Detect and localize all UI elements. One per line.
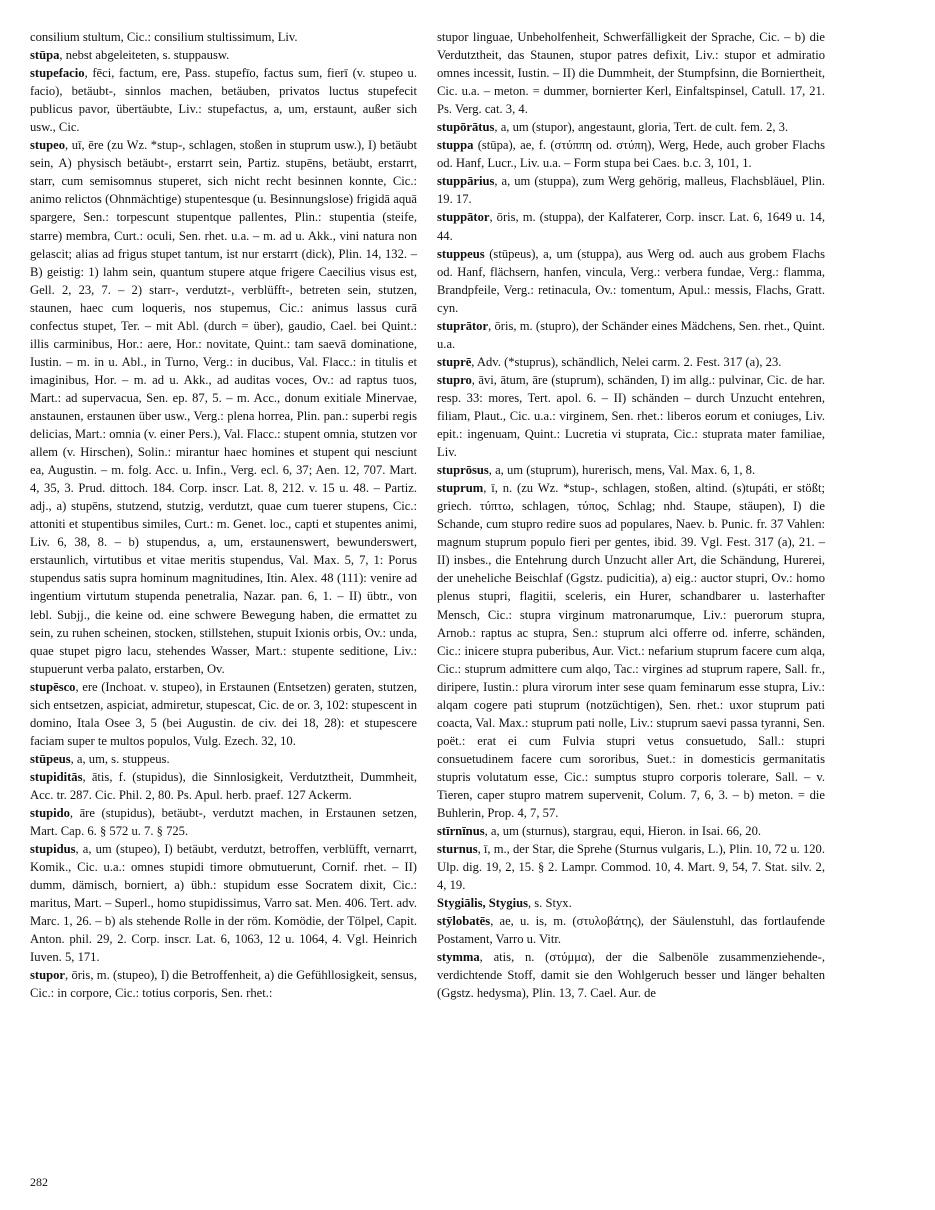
entry-text: , ī, n. (zu Wz. *stup-, schlagen, stoßen, altind. (s)tupáti, er stößt; griech. τύπτω, schlagen, τύπος, Schlag; nhd. Staupe, stäupen), I) die Schande, cum stupro redire suos ad populares, Naev. b. Punic. fr. 37 Vahlen: magnum stuprum populo fieri per gentes, ibid. 39. Vgl. Fest. 317 (a), 21. – II) insbes., die Entehrung durch Unzucht aller Art, die Schändung, Hurerei, der uneheliche Beischlaf (Ggstz. pudicitia), a) eig.: auctor stupri, Ov.: homo plenus stupri, flagitii, sceleris, ein Hurer, schandbarer u. lasterhafter Mensch, Cic.: stupra virginum matronarumque, Liv.: puerorum stupra, Arnob.: raptus ac stupra, Sen.: stuprum alci offerre od. inferre, schänden, Cic.: inicere stupra puberibus, Aur. Vict.: nefarium stuprum facere cum alqa, Cic.: stuprum admittere cum alqo, Tac.: virgines ad stuprum rapere, Sall. fr., diripere, Iustin.: plura virorum inter sese quam feminarum esse stupra, Liv.: alqam cogere pati stuprum (notzüchtigen), Sen. rhet.: uxor stuprum pati coacta, Val. Max.: stuprum pati nolle, Liv.: stuprum saevi passa tyranni, Sen. poët.: erat ei cum Fulvia stupri vetus consuetudo, Sall.: stupri consuetudinem facere cum sororibus, Suet.: in domesticis germanitatis stupris volutatum esse, Cic.: sumptus stupro corporis tolerare, Sall. – v. Tieren, caper stupro matrem supervenit, Colum. 7, 6, 3. – b) meton. = die Buhlerin, Prop. 4, 7, 57. [437,481,825,821]
entry-headword: stȳlobatēs [437,914,491,929]
dictionary-entry [30,136,417,677]
entry-text: , ōris, m. (stupeo), I) die Betroffenheit, a) die Gefühllosigkeit, sensus, Cic.: in corpore, Cic.: totius corporis, Sen. rhet.: [30,968,417,1001]
dictionary-entry [437,245,825,317]
entry-text: , atis, n. (στύμμα), der die Salbenöle zusammenziehende-, verdichtende Stoff, damit sie den Wohlgeruch besser und länger behalten (Ggstz. hedysma), Plin. 13, 7. Cael. Aur. de [437,950,825,1001]
entry-headword: stupōrātus [437,120,495,135]
page-number: 282 [30,1175,48,1189]
entry-text: , āre (stupidus), betäubt-, verdutzt machen, in Erstaunen setzen, Mart. Cap. 6. § 572 u. 7. § 725. [30,806,417,839]
entry-text: , fēci, factum, ere, Pass. stupefīo, factus sum, fierī (v. stupeo u. facio), betäubt-, sinnlos machen, betäuben, privatos luctus stupefecit publicus pavor, übertäubte, Liv.: stupefactus, a, um, erstaunt, außer sich usw., Cic. [30,66,417,135]
dictionary-entry [437,822,825,840]
entry-text: , a, um (stupor), angestaunt, gloria, Tert. de cult. fem. 2, 3. [494,120,789,135]
dictionary-entry [30,966,417,1002]
entry-headword: stymma [437,950,480,965]
entry-headword: stīrnīnus [437,824,485,839]
entry-text: stupor linguae, Unbeholfenheit, Schwerfälligkeit der Sprache, Cic. – b) die Verdutztheit, das Staunen, stupor patres defixit, Liv.: stupor et admiratio omnes incessit, Iustin. – II) die Dummheit, der Stumpfsinn, die Borniertheit, Cic. u.a. – meton. = dummer, bornierter Kerl, Einfaltspinsel, Catull. 17, 21. Ps. Verg. cat. 3, 4. [437,30,825,117]
dictionary-entry [437,136,825,172]
dictionary-entry [437,912,825,948]
dictionary-entry [437,28,825,118]
dictionary-entry [30,840,417,966]
entry-text: , a, um (stuppa), zum Werg gehörig, malleus, Flachsbläuel, Plin. 19. 17. [437,174,825,207]
entry-headword: sturnus [437,842,478,857]
right-column [437,28,825,1003]
entry-text: (stūpa), ae, f. (στύππη od. στύπη), Werg, Hede, auch grober Flachs od. Hanf, Lucr., Liv. u.a. – Form stupa bei Caes. b.c. 3, 101, 1. [437,138,825,171]
entry-headword: stupefacio [30,66,85,81]
dictionary-entry [437,479,825,822]
entry-headword: stuppārius [437,174,495,189]
dictionary-entry [437,208,825,244]
entry-text: , āvi, ātum, āre (stuprum), schänden, I) im allg.: pulvinar, Cic. de har. resp. 33: mores, Tert. apol. 6. – II) schänden – durch Unzucht entehren, filiam, Plaut., Cic. u.a.: virginem, Sen. rhet.: liberos eorum et coniuges, Liv. epit.: ingenuam, Quint.: Lucretia vi stuprata, Cic.: stuprata mater familiae, Liv. [437,372,825,460]
entry-text: (stūpeus), a, um (stuppa), aus Werg od. auch aus grobem Flachs od. Hanf, flächsern, hanfen, vincula, Verg.: verbera fundae, Verg.: flamma, Brandpfeile, Verg.: retinacula, Ov.: tomentum, Apul.: messis, Flachs, Gratt. cyn. [437,246,825,315]
entry-text: , ere (Inchoat. v. stupeo), in Erstaunen (Entsetzen) geraten, stutzen, sich entsetzen, aspiciat, admiretur, stupescat, Cic. de or. 3, 102: stupescent in domino, Itala Osee 3, 5 (bei Augustin. de civ. dei 18, 28): et stupescere faciam super te multos populos, Vulg. Ezech. 32, 10. [30,679,417,748]
entry-headword: stuppātor [437,210,490,225]
entry-text: , nebst abgeleiteten, s. stuppausw. [59,48,230,63]
entry-headword: stuppeus [437,246,485,261]
entry-headword: stupidus [30,842,76,857]
entry-headword: stuprē [437,354,472,369]
entry-headword: stūpeus [30,751,71,766]
entry-headword: stuprum [437,481,484,496]
entry-headword: stupor [30,968,65,983]
entry-text: , Adv. (*stuprus), schändlich, Nelei carm. 2. Fest. 317 (a), 23. [471,354,782,369]
entry-text: , a, um (sturnus), stargrau, equi, Hieron. in Isai. 66, 20. [484,824,762,839]
entry-text: , ātis, f. (stupidus), die Sinnlosigkeit, Verdutztheit, Dummheit, Acc. tr. 287. Cic. Phil. 2, 80. Ps. Apul. herb. praef. 127 Ackerm. [30,769,417,802]
entry-text: , ōris, m. (stuppa), der Kalfaterer, Corp. inscr. Lat. 6, 1649 u. 14, 44. [437,210,825,243]
entry-headword: stupeo [30,138,65,153]
entry-text: , ōris, m. (stupro), der Schänder eines Mädchens, Sen. rhet., Quint. u.a. [437,318,825,351]
dictionary-entry [437,461,825,479]
dictionary-entry [30,28,417,46]
entry-text: , a, um (stupeo), I) betäubt, verdutzt, betroffen, verblüfft, vernarrt, Komik., Cic. u.a.: omnes stupidi timore obmutuerunt, Cornif. rhet. – II) dumm, dämisch, borniert, a) übh.: stupidum esse Socratem dixit, Cic.: maritus, Mart. – Superl., homo stupidissimus, Varro sat. Men. 406. Tert. adv. Marc. 1, 26. – b) als stehende Rolle in der röm. Komödie, der Tölpel, Capit. Anton. phil. 29, 2. Corp. inscr. Lat. 6, 1063, 12 u. 1064, 4. Vgl. Heinrich Iuven. 5, 171. [30,842,417,965]
dictionary-entry [437,894,825,912]
entry-headword: stūpa [30,48,60,63]
entry-headword: stupēsco [30,679,76,694]
dictionary-entry [30,804,417,840]
dictionary-entry [437,840,825,894]
entry-headword: stupiditās [30,769,83,784]
dictionary-entry [30,678,417,750]
dictionary-entry [437,353,825,371]
dictionary-entry [437,371,825,461]
entry-text: , s. Styx. [527,896,572,911]
dictionary-entry [437,317,825,353]
dictionary-entry [437,118,825,136]
entry-text: , ī, m., der Star, die Sprehe (Sturnus vulgaris, L.), Plin. 10, 72 u. 120. Ulp. dig. 19, 2, 15. § 2. Lampr. Commod. 10, 4. Mart. 9, 54, 7. Stat. silv. 2, 4, 19. [437,842,825,893]
dictionary-entry [30,750,417,768]
entry-headword: stuprōsus [437,463,489,478]
entry-text: consilium stultum, Cic.: consilium stultissimum, Liv. [30,30,298,44]
entry-headword: stuppa [437,138,474,153]
entry-headword: stuprātor [437,318,489,333]
entry-text: , uī, ēre (zu Wz. *stup-, schlagen, stoßen in stuprum usw.), I) betäubt sein, A) physisch betäubt-, erstarrt sein, Partiz. stupēns, betäubt, erstarrt, starr, cum semisomnus stuperet, sich nicht recht besinnen konnte, Cic.: animo relictos (Ohnmächtige) stupentesque (u. Besinnungslose) frigidā aquā spargere, Sen.: torpescunt stupentque pallentes, Plin.: stupentia (steife, starre) membra, Curt.: oculi, Sen. rhet. u.a. – m. ad u. Akk., vini natura non gelascit; alias ad frigus stupet tantum, ist nur erstarrt (dick), Plin. 14, 132. – B) geistig: 1) lahm sein, quantum stupere atque frigere Caecilius visus est, Gell. 2, 23, 7. – 2) starr-, verdutzt-, verblüfft-, betreten sein, stutzen, staunen, haec cum loqueris, nos stupemus, Cic.: animus lassus curā confectus stupet, Ter. – mit Abl. (durch = über), gaudio, Cael. bei Quint.: illis carminibus, Hor.: aere, Hor.: novitate, Quint.: tam saevā dominatione, Iustin. – m. in u. Abl., in Turno, Verg.: in ducibus, Val. Flacc.: in titulis et imaginibus, Hor. – m. ad u. Akk., ad auditas voces, Ov.: ad raptus tuos, Mart.: ad supervacua, Sen. ep. 87, 5. – m. Acc., donum exitiale Minervae, anstaunen, erstaunen über usw., Verg.: plena horrea, Plin. pan.: superbi regis delicias, Mart.: omnia (v. einer Pers.), Val. Flacc.: stupent omnia, stutzen vor allem (v. Hirschen), Solin.: mirantur haec homines et stupent qui nesciunt ea, Augustin. – m. folg. Acc. u. Infin., Verg. ecl. 6, 37; Aen. 12, 707. Mart. 4, 35, 3. Prud. dittoch. 184. Corp. inscr. Lat. 8, 212. v. 15 u. 48. – Partiz. adj., a) stupēns, stutzend, stutzig, verdutzt, quae cum tuerer stupens, Cic.: attoniti et stupentibus similes, Curt.: m. Genet. loc., capti et stupentes animi, Liv. 6, 38, 8. – b) stupendus, a, um, erstaunenswert, bewunderswert, erstaunlich, virtutibus et vitae meritis stupendus, Val. Max. 5, 7, 1: Porus stupendus satis supra hominum magnitudines, Itin. Alex. 48 (111): venire ad ingentium virtutum stupenda penetralia, Nazar. pan. 6, 1. – II) übtr., von lebl. Subjj., die keine od. eine schwere Bewegung haben, die ermattet zu sein, zu ruhen scheinen, stocken, stillstehen, stupuit Ixionis orbis, Ov.: unda, quae stupet pigro lacu, stehendes Wasser, Mart.: stupente seditione, Liv.: stupuerunt verba palato, erstarben, Ov. [30,138,417,676]
entry-headword: stupido [30,806,70,821]
dictionary-entry [30,46,417,64]
entry-text: , ae, u. is, m. (στυλοβάτης), der Säulenstuhl, das fortlaufende Postament, Varro u. Vitr. [437,914,825,947]
dictionary-entry [437,948,825,1002]
left-column [30,28,417,1003]
entry-headword: Stygiālis, Stygius [437,896,528,911]
dictionary-entry [437,172,825,208]
entry-headword: stupro [437,372,472,387]
dictionary-entry [30,64,417,136]
entry-text: , a, um, s. stuppeus. [70,751,170,766]
entry-text: , a, um (stuprum), hurerisch, mens, Val. Max. 6, 1, 8. [488,463,756,478]
dictionary-entry [30,768,417,804]
